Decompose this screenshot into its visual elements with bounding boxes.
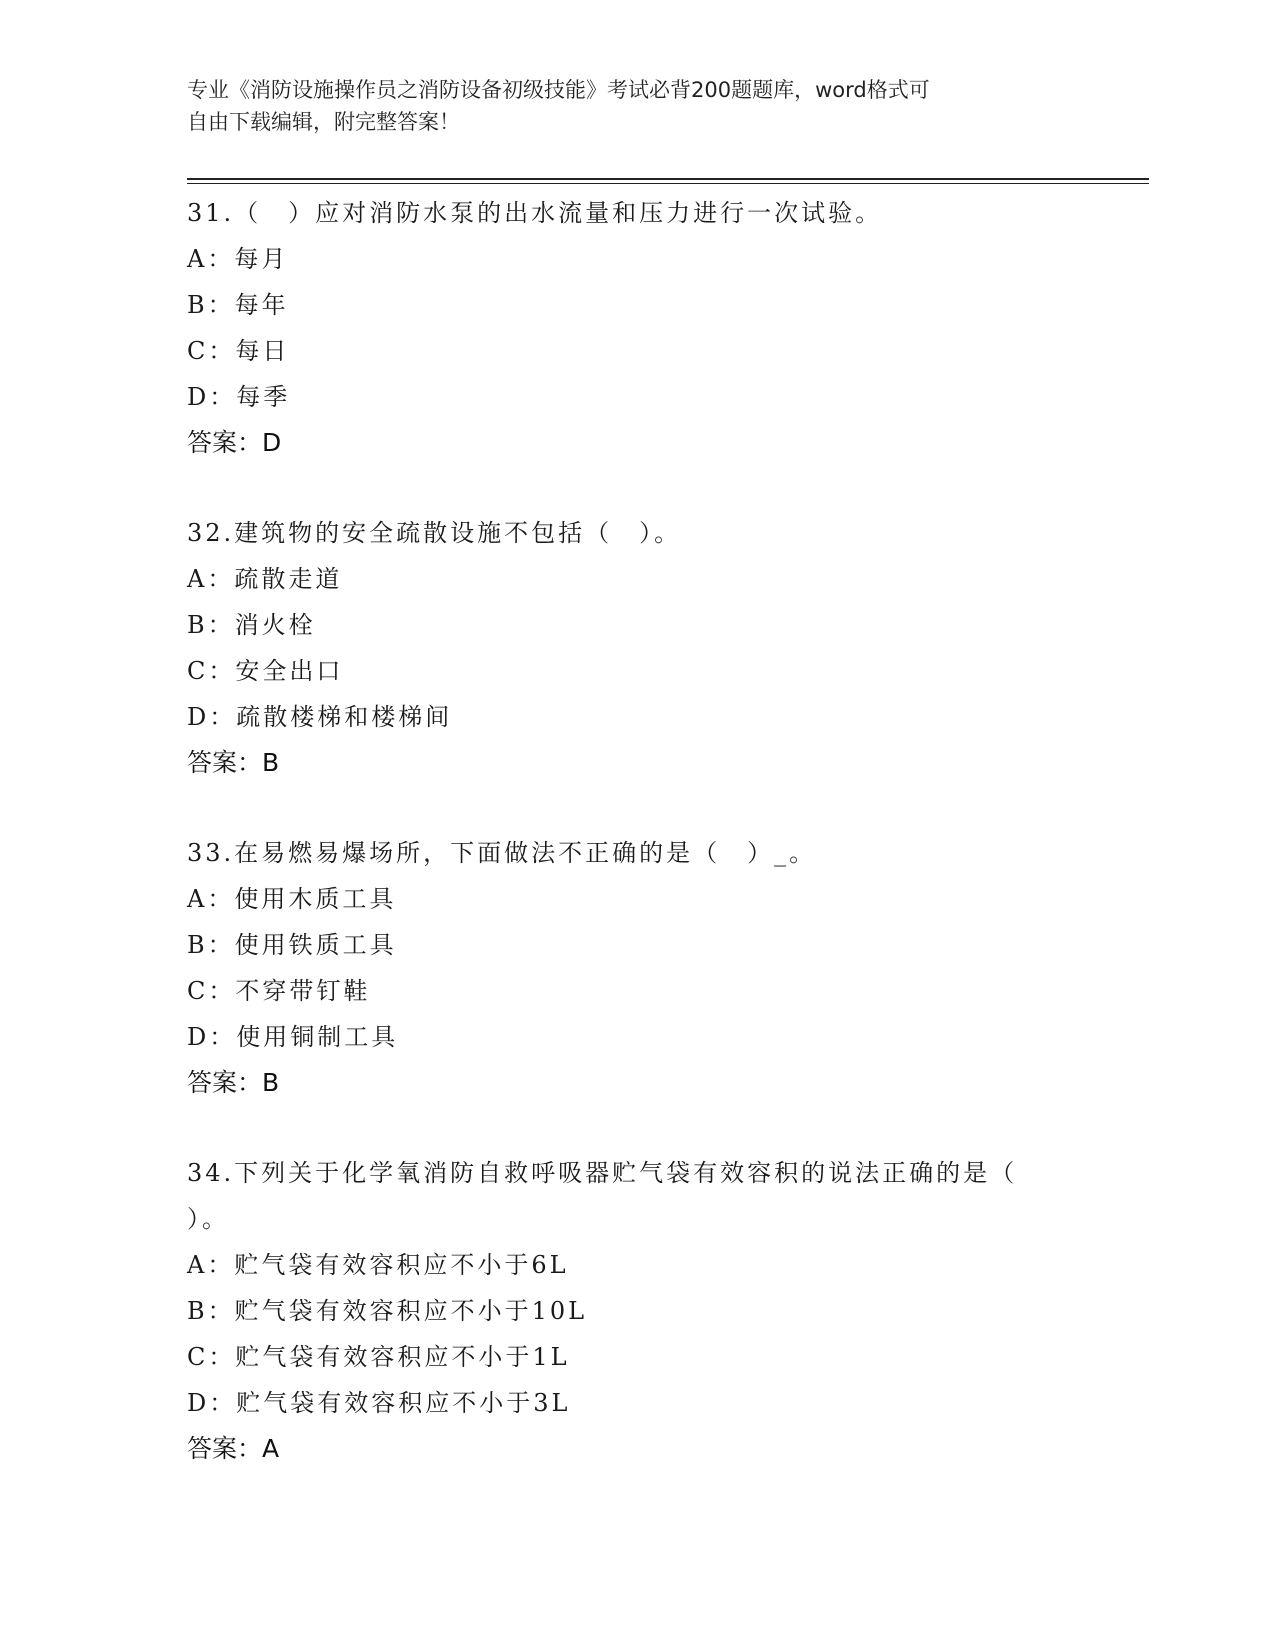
answer-line — [187, 420, 1087, 466]
answer-value: B — [262, 1068, 280, 1097]
header-line-2: 自由下载编辑，附完整答案！ — [187, 110, 460, 134]
question-stem-continued: ）。 — [187, 1205, 229, 1233]
header-line-1: 专业《消防设施操作员之消防设备初级技能》考试必背200题题库，word格式可 — [187, 78, 930, 102]
answer-label: 答案： — [187, 428, 263, 457]
question-33 — [187, 830, 1087, 1106]
header-divider-thin — [187, 183, 1149, 184]
answer-value: A — [262, 1434, 280, 1463]
option-a: A：使用木质工具 — [187, 885, 397, 913]
option-b: B：消火栓 — [187, 611, 316, 639]
option-a: A：疏散走道 — [187, 565, 343, 593]
answer-line — [187, 740, 1087, 786]
option-b: B：每年 — [187, 291, 289, 319]
answer-value: D — [262, 428, 282, 457]
option-a: A：贮气袋有效容积应不小于6L — [187, 1251, 569, 1279]
answer-label: 答案： — [187, 748, 263, 777]
header-divider-thick — [187, 178, 1149, 180]
option-a: A：每月 — [187, 245, 289, 273]
option-d: D：疏散楼梯和楼梯间 — [187, 703, 453, 731]
option-b: B：贮气袋有效容积应不小于10L — [187, 1297, 588, 1325]
option-c: C：不穿带钉鞋 — [187, 977, 371, 1005]
document-header — [187, 74, 1087, 138]
answer-label: 答案： — [187, 1068, 263, 1097]
question-31 — [187, 190, 1087, 466]
option-d: D：贮气袋有效容积应不小于3L — [187, 1389, 571, 1417]
answer-value: B — [262, 748, 280, 777]
answer-line — [187, 1060, 1087, 1106]
option-c: C：安全出口 — [187, 657, 344, 685]
question-stem: 31.（ ）应对消防水泵的出水流量和压力进行一次试验。 — [187, 199, 883, 227]
question-stem: 32.建筑物的安全疏散设施不包括（ ）。 — [187, 519, 682, 547]
option-b: B：使用铁质工具 — [187, 931, 397, 959]
question-32 — [187, 510, 1087, 786]
option-c: C：每日 — [187, 337, 290, 365]
question-stem: 33.在易燃易爆场所，下面做法不正确的是（ ）_。 — [187, 839, 817, 867]
question-34 — [187, 1150, 1087, 1472]
answer-label: 答案： — [187, 1434, 263, 1463]
answer-line — [187, 1426, 1087, 1472]
question-stem: 34.下列关于化学氧消防自救呼吸器贮气袋有效容积的说法正确的是（ — [187, 1159, 1018, 1187]
option-d: D：使用铜制工具 — [187, 1023, 399, 1051]
option-d: D：每季 — [187, 383, 291, 411]
option-c: C：贮气袋有效容积应不小于1L — [187, 1343, 570, 1371]
